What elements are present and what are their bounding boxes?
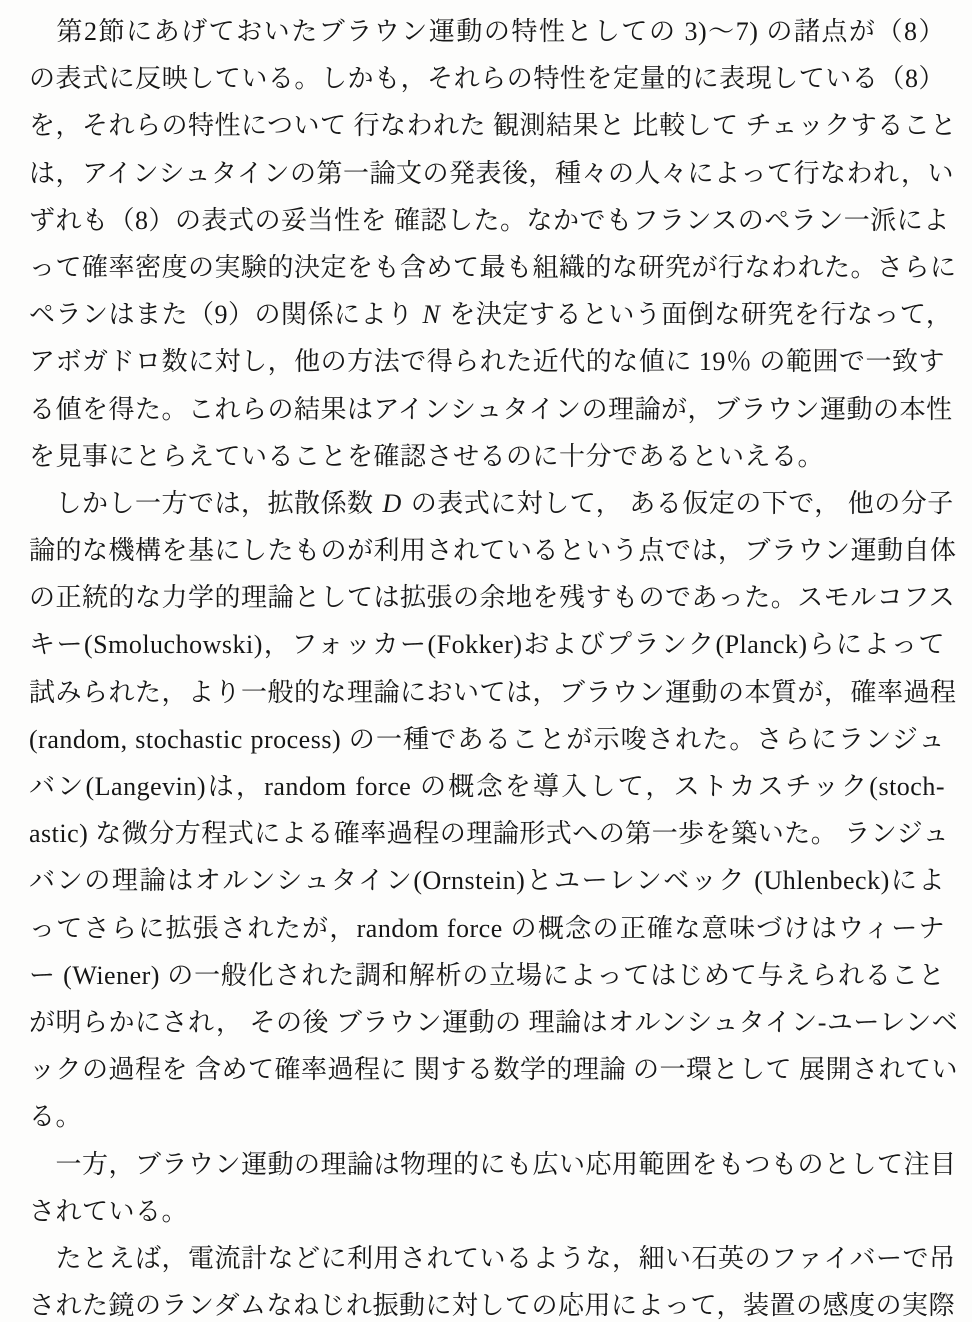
- text-line: 一方，ブラウン運動の理論は物理的にも広い応用範囲をもつものとして注目: [29, 1149, 957, 1179]
- text-line: アボガドロ数に対し，他の方法で得られた近代的な値に 19％ の範囲で一致す: [29, 347, 945, 377]
- text-line: (random, stochastic process) の一種であることが示唆された。さらにランジュ: [29, 724, 945, 754]
- text-line: ペランはまた（9）の関係により N を決定するという面倒な研究を行なって，: [29, 300, 953, 330]
- text-line: しかし一方では，拡散係数 D の表式に対して， ある仮定の下で， 他の分子: [29, 488, 954, 518]
- text-line: バン(Langevin)は，random force の概念を導入して，ストカスチック(stoch-: [29, 772, 945, 801]
- text-line: astic) な微分方程式による確率過程の理論形式への第一歩を築いた。 ランジュ: [29, 819, 950, 849]
- text-line: が明らかにされ， その後 ブラウン運動の 理論はオルンシュタイン-ユーレンベ: [29, 1007, 959, 1037]
- text-line: キー(Smoluchowski)，フォッカー(Fokker)およびプランク(Planck)らによって: [29, 630, 945, 660]
- text-line: されている。: [29, 1196, 189, 1226]
- paragraph: [29, 480, 959, 1141]
- paragraph: [29, 8, 957, 480]
- text-line: る値を得た。これらの結果はアインシュタインの理論が，ブラウン運動の本性: [29, 394, 953, 424]
- text-line: って確率密度の実験的決定をも含めて最も組織的な研究が行なわれた。さらに: [29, 252, 957, 282]
- text-line: を，それらの特性について 行なわれた 観測結果と 比較して チェックすること: [29, 111, 957, 141]
- text-line: ー (Wiener) の一般化された調和解析の立場によってはじめて与えられること: [29, 960, 945, 990]
- text-line: ックの過程を 含めて確率過程に 関する数学的理論 の一環として 展開されてい: [29, 1055, 959, 1085]
- text-line: された鏡のランダムなねじれ振動に対しての応用によって，装置の感度の実際: [29, 1291, 955, 1321]
- text-line: は，アインシュタインの第一論文の発表後，種々の人々によって行なわれ，い: [29, 158, 955, 188]
- text-line: の表式に反映している。しかも，それらの特性を定量的に表現している（8）: [29, 64, 945, 94]
- text-line: 論的な機構を基にしたものが利用されているという点では，ブラウン運動自体: [29, 536, 957, 566]
- text-line: 試みられた，より一般的な理論においては，ブラウン運動の本質が，確率過程: [29, 677, 957, 707]
- text-line: たとえば，電流計などに利用されているような，細い石英のファイバーで吊: [29, 1243, 956, 1273]
- paragraph: [29, 1141, 957, 1235]
- text-line: ってさらに拡張されたが，random force の概念の正確な意味づけはウィーナ: [29, 913, 945, 943]
- text-block: [29, 8, 959, 1322]
- text-line: ずれも（8）の表式の妥当性を 確認した。なかでもフランスのペラン一派によ: [29, 205, 950, 235]
- text-line: バンの理論はオルンシュタイン(Ornstein)とユーレンベック (Uhlenbeck)によ: [29, 866, 945, 896]
- text-line: 第2節にあげておいたブラウン運動の特性としての 3)～7) の諸点が（8）: [29, 17, 945, 46]
- text-line: を見事にとらえていることを確認させるのに十分であるといえる。: [29, 441, 825, 471]
- text-line: る。: [29, 1102, 83, 1132]
- text-line: の正統的な力学的理論としては拡張の余地を残すものであった。スモルコフス: [29, 583, 956, 613]
- paragraph: [29, 1235, 956, 1322]
